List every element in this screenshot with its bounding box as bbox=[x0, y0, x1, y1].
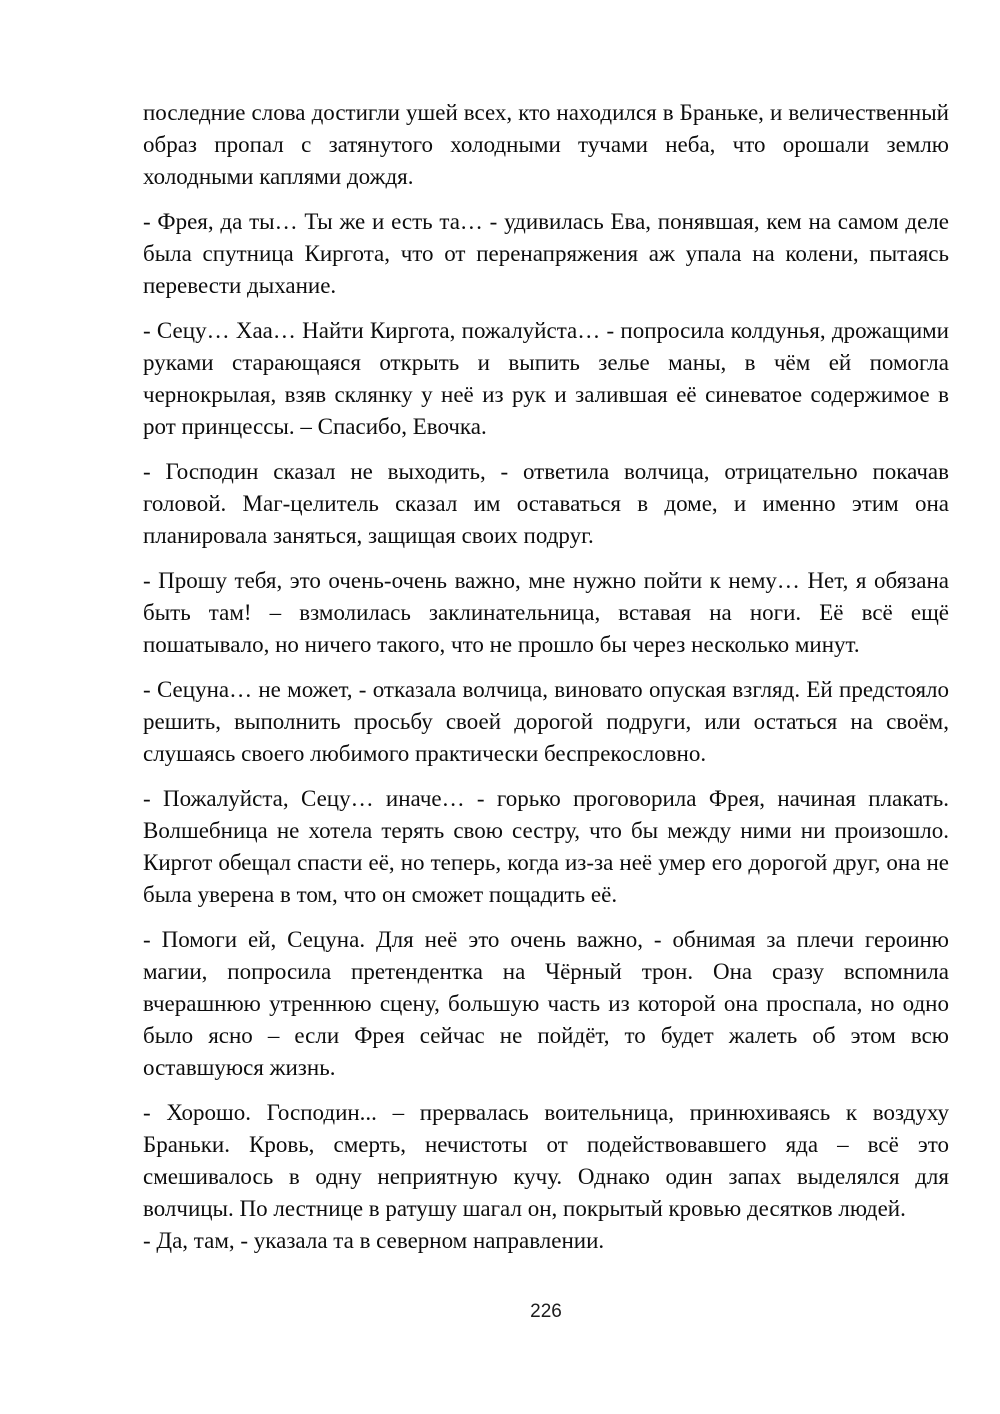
paragraph: - Фрея, да ты… Ты же и есть та… - удивилась Ева, понявшая, кем на самом деле была спутница Киргота, что от перенапряжения аж упала на колени, пытаясь перевести дыхание. bbox=[143, 209, 949, 298]
paragraph: - Пожалуйста, Сецу… иначе… - горько проговорила Фрея, начиная плакать. Волшебница не хотела терять свою сестру, что бы между ними ни произошло. Киргот обещал спасти её, но теперь, когда из-за неё умер его дорогой друг, она не была уверена в том, что он сможет пощадить её. bbox=[143, 786, 949, 907]
paragraph: последние слова достигли ушей всех, кто находился в Браньке, и величественный образ пропал с затянутого холодными тучами неба, что орошали землю холодными каплями дождя. bbox=[143, 100, 949, 189]
paragraph: - Да, там, - указала та в северном направлении. bbox=[143, 1228, 605, 1253]
paragraph: - Хорошо. Господин... – прервалась воительница, принюхиваясь к воздуху Браньки. Кровь, смерть, нечистоты от подействовавшего яда – всё это смешивалось в одну неприятную кучу. Однако один запах выделялся для волчицы. По лестнице в ратушу шагал он, покрытый кровью десятков людей. bbox=[143, 1100, 949, 1221]
paragraph: - Сецуна… не может, - отказала волчица, виновато опуская взгляд. Ей предстояло решить, выполнить просьбу своей дорогой подруги, или остаться на своём, слушаясь своего любимого практически беспрекословно. bbox=[143, 677, 949, 766]
paragraph: - Прошу тебя, это очень-очень важно, мне нужно пойти к нему… Нет, я обязана быть там! – взмолилась заклинательница, вставая на ноги. Её всё ещё пошатывало, но ничего такого, что не прошло бы через несколько минут. bbox=[143, 568, 949, 657]
paragraph: - Господин сказал не выходить, - ответила волчица, отрицательно покачав головой. Маг-целитель сказал им оставаться в доме, и именно этим она планировала заняться, защищая своих подруг. bbox=[143, 459, 949, 548]
paragraph: - Помоги ей, Сецуна. Для неё это очень важно, - обнимая за плечи героиню магии, попросила претендентка на Чёрный трон. Она сразу вспомнила вчерашнюю утреннюю сцену, большую часть из которой она проспала, но одно было ясно – если Фрея сейчас не пойдёт, то будет жалеть об этом всю оставшуюся жизнь. bbox=[143, 927, 949, 1080]
page-number: 226 bbox=[530, 1301, 562, 1322]
text-body bbox=[143, 97, 949, 1257]
paragraph: - Сецу… Хаа… Найти Киргота, пожалуйста… - попросила колдунья, дрожащими руками старающаяся открыть и выпить зелье маны, в чём ей помогла чернокрылая, взяв склянку у неё из рук и залившая её синеватое содержимое в рот принцессы. – Спасибо, Евочка. bbox=[143, 318, 949, 439]
